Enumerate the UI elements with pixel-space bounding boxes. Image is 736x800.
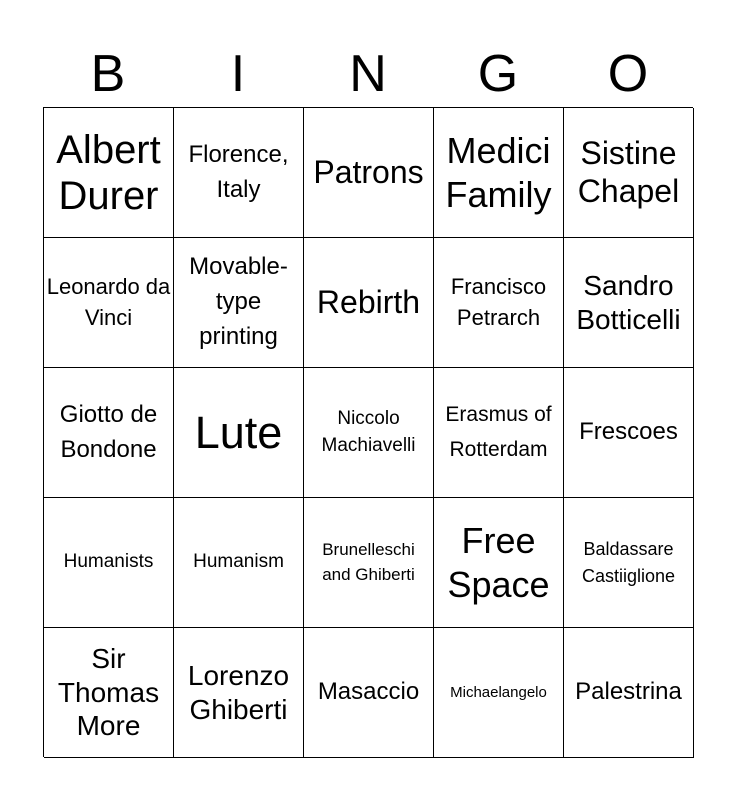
bingo-cell[interactable]	[564, 498, 694, 628]
bingo-cell[interactable]	[564, 108, 694, 238]
free-space-cell[interactable]	[434, 498, 564, 628]
bingo-cell[interactable]	[434, 368, 564, 498]
cell-text: Humanism	[193, 551, 284, 573]
cell-text: Baldassare Castiiglione	[581, 539, 676, 586]
bingo-cell[interactable]	[174, 238, 304, 368]
bingo-cell[interactable]	[434, 238, 564, 368]
cell-text: Giotto de Bondone	[59, 400, 158, 463]
cell-text: Sir Thomas More	[57, 643, 160, 742]
bingo-cell[interactable]	[44, 238, 174, 368]
header-letter-i: I	[230, 45, 246, 103]
bingo-cell[interactable]	[174, 108, 304, 238]
bingo-cell[interactable]	[44, 628, 174, 758]
cell-text: Albert Durer	[56, 127, 161, 218]
bingo-header	[43, 40, 693, 108]
cell-text: Niccolo Machiavelli	[321, 407, 416, 456]
header-letter-g: G	[477, 45, 519, 103]
bingo-cell[interactable]	[174, 368, 304, 498]
bingo-cell[interactable]	[44, 108, 174, 238]
cell-text: Masaccio	[317, 678, 420, 706]
cell-text: Leonardo da Vinci	[46, 273, 171, 330]
cell-text: Florence, Italy	[188, 140, 289, 203]
bingo-cell[interactable]	[304, 628, 434, 758]
cell-text: Medici Family	[445, 130, 552, 215]
cell-text: Palestrina	[575, 678, 682, 706]
bingo-cell[interactable]	[304, 498, 434, 628]
bingo-board	[43, 107, 693, 757]
cell-text: Free Space	[447, 520, 550, 605]
header-letter-b: B	[90, 45, 126, 103]
bingo-cell[interactable]	[564, 368, 694, 498]
cell-text: Erasmus of Rotterdam	[445, 402, 552, 461]
bingo-cell[interactable]	[44, 498, 174, 628]
cell-text: Lorenzo Ghiberti	[187, 659, 290, 725]
cell-text: Francisco Petrarch	[450, 273, 547, 330]
bingo-cell[interactable]	[304, 238, 434, 368]
cell-text: Brunelleschi and Ghiberti	[322, 539, 415, 584]
bingo-cell[interactable]	[434, 628, 564, 758]
cell-text: Lute	[194, 406, 283, 458]
cell-text: Humanists	[63, 551, 154, 573]
cell-text: Sistine Chapel	[577, 134, 680, 209]
cell-text: Patrons	[313, 153, 424, 190]
cell-text: Michaelangelo	[450, 683, 547, 701]
bingo-cell[interactable]	[304, 368, 434, 498]
bingo-cell[interactable]	[174, 498, 304, 628]
cell-text: Rebirth	[316, 283, 421, 320]
header-letter-n: N	[349, 45, 387, 103]
bingo-cell[interactable]	[564, 628, 694, 758]
bingo-cell[interactable]	[304, 108, 434, 238]
cell-text: Frescoes	[579, 418, 678, 446]
cell-text: Sandro Botticelli	[576, 269, 681, 335]
header-letter-o: O	[607, 45, 649, 103]
bingo-cell[interactable]	[434, 108, 564, 238]
bingo-cell[interactable]	[174, 628, 304, 758]
bingo-cell[interactable]	[44, 368, 174, 498]
bingo-cell[interactable]	[564, 238, 694, 368]
cell-text: Movable-type printing	[189, 253, 288, 350]
